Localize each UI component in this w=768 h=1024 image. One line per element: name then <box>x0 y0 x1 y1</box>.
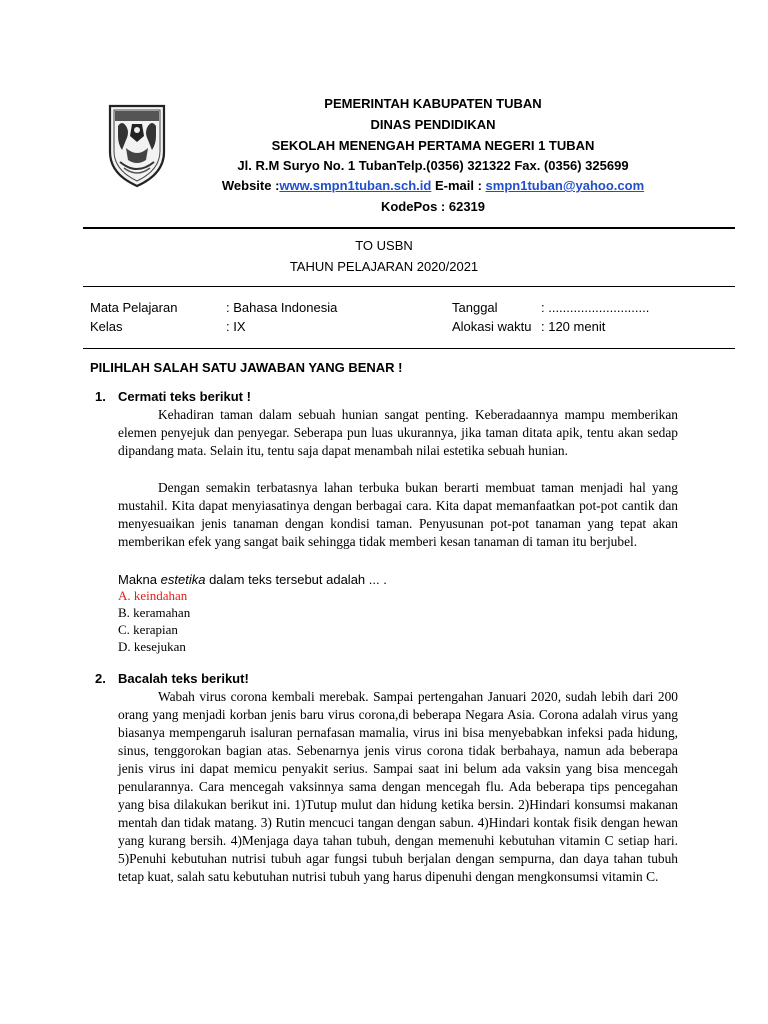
email-label: E-mail : <box>431 178 486 193</box>
class-label: Kelas <box>90 319 123 334</box>
subject-value: : Bahasa Indonesia <box>226 300 338 315</box>
date-value: : ............................ <box>541 300 650 315</box>
header-school-name: SEKOLAH MENENGAH PERTAMA NEGERI 1 TUBAN <box>271 138 595 153</box>
email-link[interactable]: smpn1tuban@yahoo.com <box>485 178 645 193</box>
info-top-divider <box>83 286 735 287</box>
time-label: Alokasi waktu <box>452 319 532 334</box>
header-postal-code: KodePos : 62319 <box>380 199 486 214</box>
instruction: PILIHLAH SALAH SATU JAWABAN YANG BENAR ! <box>90 360 403 375</box>
website-label: Website : <box>221 178 280 193</box>
header-department: DINAS PENDIDIKAN <box>370 117 496 132</box>
subject-label: Mata Pelajaran <box>90 300 178 315</box>
question-1-prompt: Makna estetika dalam teks tersebut adalah ... . <box>118 572 387 587</box>
exam-title: TO USBN <box>355 238 413 253</box>
exam-year: TAHUN PELAJARAN 2020/2021 <box>289 259 479 274</box>
question-1-paragraph-1: Kehadiran taman dalam sebuah hunian sangat penting. Keberadaannya mampu memberikan elemen penyejuk dan penyegar. Seberapa pun luas ukurannya, jika taman ditata apik, tentu akan sedap dipandang mata. Selain itu, tentu saja dapat menambah nilai estetika sebuah hunian. <box>118 407 678 458</box>
question-1-option-d[interactable]: D. kesejukan <box>118 639 186 654</box>
question-2-paragraph: Wabah virus corona kembali merebak. Sampai pertengahan Januari 2020, sudah lebih dari 200 orang yang menjadi korban jenis baru virus corona,di beberapa Negara Asia. Corona adalah virus yang biasanya mempengaruh isaluran pernafasan mamalia, virus ini bisa menyebabkan infeksi pada hidung, sinus, tenggorokan bagian atas. Sebenarnya jenis virus corona tidak berbahaya, namun ada beberapa jenis virus ini dapat memicu penyakit serius. Sampai saat ini belum ada vaksin yang bisa mencegah penularannya. Cara mencegah vaksinnya sama dengan mencegah flu. Ada beberapa tips pencegahan yang bisa dilakukan berikut ini. 1)Tutup mulut dan hidung ketika bersin. 2)Hindari konsumsi makanan mentah dan tidak matang. 3) Rutin mencuci tangan dengan sabun. 4)Hindari kontak fisik dengan hewan yang kurang bersih. 4)Menjaga daya tahan tubuh, dengan memenuhi kebutuhan vitamin C setiap hari. 5)Penuhi kebutuhan nutrisi tubuh agar fungsi tubuh berjalan dengan sempurna, dan daya tahan tubuh tetap kuat, salah satu kebutuhan nutrisi tubuh yang harus dipenuhi dengan mengkonsumsi vitamin C. <box>118 689 678 884</box>
question-1-number: 1. <box>95 389 106 404</box>
website-link[interactable]: www.smpn1tuban.sch.id <box>279 178 432 193</box>
header-contact-line <box>150 178 716 193</box>
question-2-number: 2. <box>95 671 106 686</box>
question-1-title: Cermati teks berikut ! <box>118 389 251 404</box>
question-1-paragraph-2: Dengan semakin terbatasnya lahan terbuka bukan berarti membuat taman menjadi hal yang mustahil. Kita dapat menyiasatinya dengan berbagai cara. Kita dapat memanfaatkan pot-pot cantik dan menyesuaikan jenis tanaman dengan kondisi taman. Penyusunan pot-pot tanaman yang tepat akan memberikan efek yang sangat baik sehingga tidak memberi kesan tanaman di taman itu berjubel. <box>118 480 678 549</box>
header-address: Jl. R.M Suryo No. 1 TubanTelp.(0356) 321322 Fax. (0356) 325699 <box>237 158 629 173</box>
question-2-title: Bacalah teks berikut! <box>118 671 249 686</box>
question-1-prompt-term: estetika <box>160 572 206 587</box>
info-bottom-divider <box>83 348 735 349</box>
header-government: PEMERINTAH KABUPATEN TUBAN <box>324 96 542 111</box>
time-value: : 120 menit <box>541 319 606 334</box>
header-divider <box>83 227 735 229</box>
question-1-option-c[interactable]: C. kerapian <box>118 622 178 637</box>
question-1-option-b[interactable]: B. keramahan <box>118 605 191 620</box>
question-1-option-a[interactable]: A. keindahan <box>118 588 188 603</box>
date-label: Tanggal <box>452 300 498 315</box>
class-value: : IX <box>226 319 246 334</box>
